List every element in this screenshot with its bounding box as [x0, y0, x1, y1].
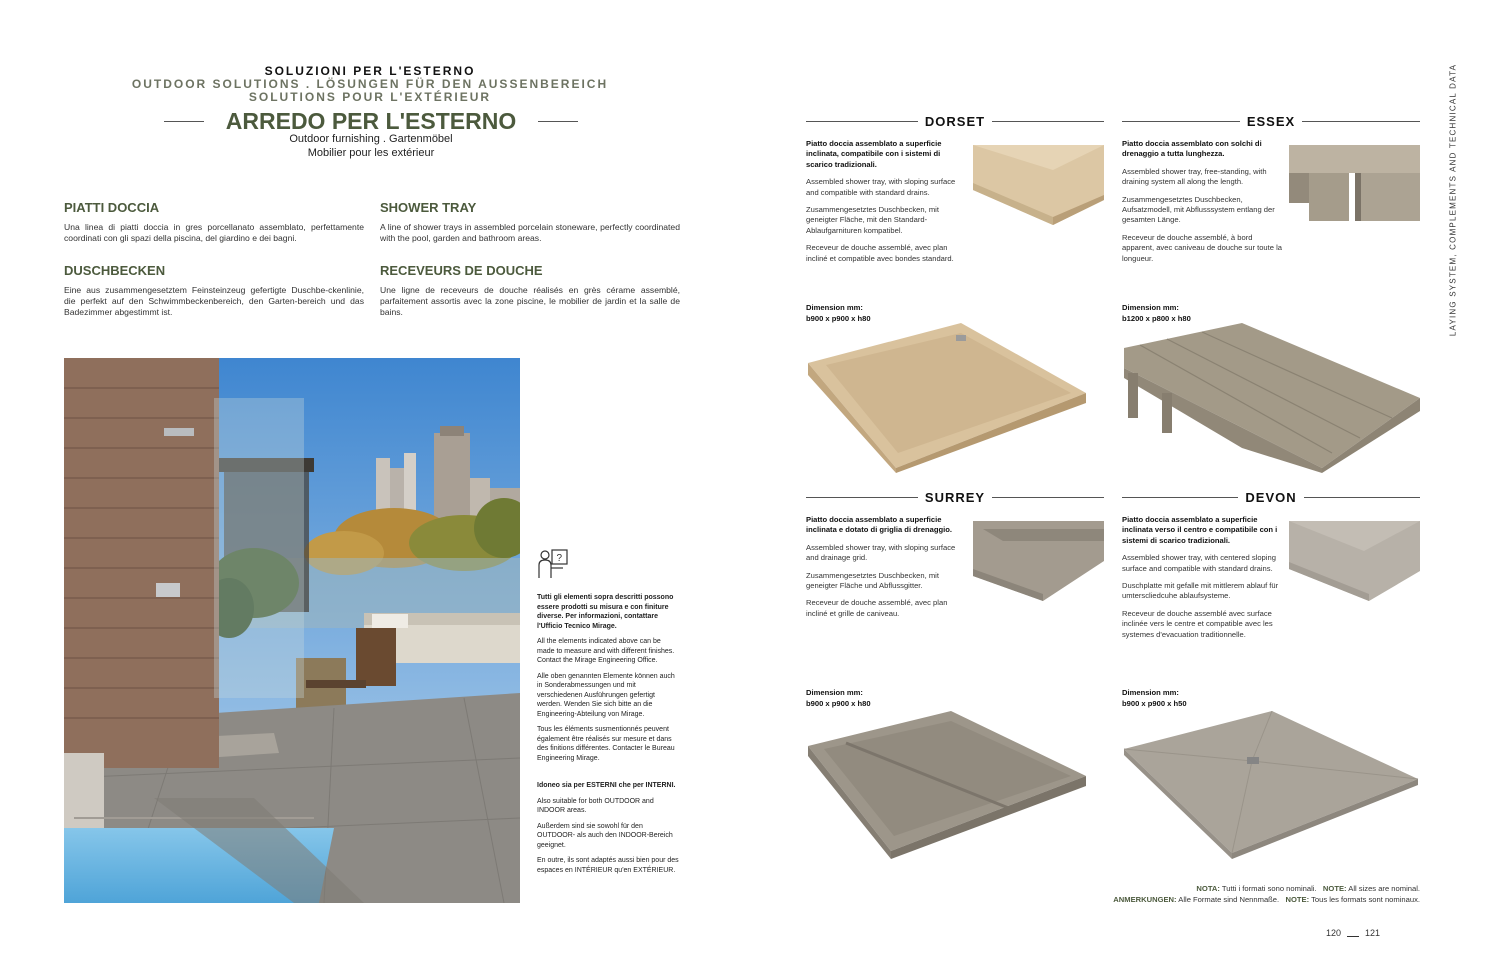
use-note-de: Außerdem sind sie sowohl für den OUTDOOR- als auch den INDOOR-Bereich geeignet.	[537, 822, 673, 849]
text-piatti-doccia: Una linea di piatti doccia in gres porcellanato assemblato, perfettamente coordinati con gli spazi della piscina, del giardino e dei bagni.	[64, 222, 364, 243]
desc-de: Zusammengesetztes Duschbecken, mit geneigter Fläche, mit den Standard-Ablaufgarnituren kompatibel.	[806, 205, 939, 235]
product-name: SURREY	[924, 489, 986, 505]
desc-it: Piatto doccia assemblato con solchi di drenaggio a tutta lunghezza.	[1122, 139, 1262, 159]
title-rule-right	[538, 121, 578, 122]
footer-note-line-1	[1196, 884, 1420, 893]
product-name: DEVON	[1245, 489, 1297, 505]
product-title-bar	[1122, 489, 1420, 505]
header-line-it: SOLUZIONI PER L'ESTERNO	[264, 64, 476, 78]
dimension-label: Dimension mm:	[806, 303, 863, 312]
text-duschbecken: Eine aus zusammengesetztem Feinsteinzeug gefertigte Duschbe-ckenlinie, die perfekt auf den Schwimmbeckenbereich, den Garten-bereich und das Badezimmer abgestimmt ist.	[64, 285, 364, 317]
page-number-separator	[1347, 936, 1359, 937]
use-note-en: Also suitable for both OUTDOOR and INDOOR areas.	[537, 797, 654, 814]
dimension-value: b1200 x p800 x h80	[1122, 314, 1191, 323]
page-subtitle-2: Mobilier pour les extérieur	[307, 147, 435, 159]
desc-en: Assembled shower tray, with sloping surface and compatible with standard drains.	[806, 177, 956, 197]
surrey-tray-render	[806, 711, 1091, 861]
dimension-label: Dimension mm:	[1122, 688, 1179, 697]
desc-fr: Receveur de douche assemblé, avec plan incliné et compatible avec bondes standard.	[806, 243, 954, 263]
side-section-label: LAYING SYSTEM, COMPLEMENTS AND TECHNICAL DATA	[1448, 63, 1458, 337]
page-number-left: 120	[1326, 928, 1342, 938]
outdoor-shower-photo	[64, 358, 520, 903]
text-shower-tray: A line of shower trays in assembled porcelain stoneware, perfectly coordinated with the pool, garden and bathroom areas.	[380, 222, 680, 243]
desc-it: Piatto doccia assemblato a superficie inclinata, compatibile con i sistemi di scarico tradizionali.	[806, 139, 942, 169]
note-fr-label: NOTE:	[1285, 895, 1310, 904]
header-line-fr: SOLUTIONS POUR L'EXTÉRIEUR	[248, 90, 492, 104]
product-name: ESSEX	[1246, 113, 1296, 129]
dimension-value: b900 x p900 x h80	[806, 314, 871, 323]
dorset-tray-render	[806, 323, 1091, 473]
product-name: DORSET	[924, 113, 986, 129]
desc-fr: Receveur de douche assemblé avec surface inclinée vers le centre et compatible avec les systemes d'evacuation traditionnelle.	[1122, 608, 1273, 639]
header-line-en-de: OUTDOOR SOLUTIONS . LÖSUNGEN FÜR DEN AUSSENBEREICH	[131, 77, 609, 91]
product-card-dorset	[806, 113, 1104, 473]
heading-shower-tray: SHOWER TRAY	[380, 200, 477, 215]
product-title-bar	[1122, 113, 1420, 129]
note-it: Tutti gli elementi sopra descritti possono essere prodotti su misura e con finiture diverse. Per informazioni, contattare l'Ufficio Tecnico Mirage.	[537, 594, 674, 630]
footer-note-line-2	[1113, 895, 1420, 904]
note-text: All sizes are nominal.	[1348, 884, 1420, 893]
desc-de: Zusammengesetztes Duschbecken, Aufsatzmodell, mit Abflusssystem entlang der gesamten Länge.	[1122, 194, 1275, 225]
product-card-surrey	[806, 489, 1104, 869]
product-title-bar	[806, 113, 1104, 129]
product-card-essex	[1122, 113, 1420, 473]
desc-it: Piatto doccia assemblato a superficie inclinata e dotato di griglia di drenaggio.	[806, 515, 952, 535]
dimension-value: b900 x p900 x h50	[1122, 699, 1187, 708]
heading-duschbecken: DUSCHBECKEN	[64, 263, 166, 278]
desc-fr: Receveur de douche assemblé, avec plan incliné et grille de caniveau.	[806, 598, 948, 618]
dimension-label: Dimension mm:	[1122, 303, 1179, 312]
note-label: NOTE:	[1322, 884, 1347, 893]
dorset-edge-detail	[973, 145, 1104, 225]
product-description	[806, 139, 968, 271]
heading-piatti-doccia: PIATTI DOCCIA	[64, 200, 160, 215]
consultation-icon	[537, 548, 569, 582]
nota-label: NOTA:	[1196, 884, 1220, 893]
desc-en: Assembled shower tray, with centered sloping surface and compatible with standard drains.	[1122, 553, 1276, 573]
note-fr: Tous les éléments susmentionnés peuvent également être réalisés sur mesure et dans des finitions différentes. Contacter le Bureau Engineering Mirage.	[537, 726, 675, 762]
dimension-value: b900 x p900 x h80	[806, 699, 871, 708]
product-card-devon	[1122, 489, 1420, 869]
note-de: Alle oben genannten Elemente können auch in Sonderabmessungen und mit verschiedenen Ausführungen gefertigt werden. Wenden Sie sich bitte an die Engineering-Abteilung von Mirage.	[537, 672, 675, 718]
essex-tray-render	[1122, 323, 1420, 473]
title-rule-left	[164, 121, 204, 122]
desc-it: Piatto doccia assemblato a superficie inclinata verso il centro e compatibile con i sistemi di scarico tradizionali.	[1122, 515, 1278, 545]
use-note-it: Idoneo sia per ESTERNI che per INTERNI.	[537, 782, 676, 789]
product-description	[1122, 515, 1284, 647]
page-subtitle-1: Outdoor furnishing . Gartenmöbel	[289, 133, 453, 145]
devon-edge-detail	[1289, 521, 1420, 601]
svg-text:?: ?	[556, 553, 563, 564]
page-number-right: 121	[1365, 928, 1381, 938]
desc-de: Duschplatte mit gefalle mit mittlerem ablauf für umterscliedcuhe ablaufsysteme.	[1122, 581, 1279, 601]
note-fr-text: Tous les formats sont nominaux.	[1311, 895, 1420, 904]
page-numbers	[1326, 928, 1380, 938]
desc-de: Zusammengesetztes Duschbecken, mit geneigter Fläche und Abflussgitter.	[806, 570, 939, 591]
terrace-illustration	[64, 358, 520, 903]
essex-edge-detail	[1289, 145, 1420, 221]
surrey-edge-detail	[973, 521, 1104, 601]
notes-column	[537, 548, 679, 881]
anmerkungen-label: ANMERKUNGEN:	[1113, 895, 1177, 904]
page-title: ARREDO PER L'ESTERNO	[225, 107, 517, 134]
devon-tray-render	[1122, 711, 1420, 861]
page-title-block	[164, 106, 578, 136]
desc-en: Assembled shower tray, free-standing, with draining system all along the length.	[1122, 166, 1267, 187]
heading-receveurs: RECEVEURS DE DOUCHE	[380, 263, 543, 278]
product-description	[1122, 139, 1284, 271]
anmerkungen-text: Alle Formate sind Nennmaße.	[1178, 895, 1280, 904]
desc-en: Assembled shower tray, with sloping surface and drainage grid.	[806, 542, 956, 563]
note-en: All the elements indicated above can be made to measure and with different finishes. Contact the Mirage Engineering Office.	[537, 638, 675, 664]
product-description	[806, 515, 968, 626]
use-note-fr: En outre, ils sont adaptés aussi bien pour des espaces en INTÉRIEUR qu'en EXTÉRIEUR.	[537, 857, 679, 874]
nota-text: Tutti i formati sono nominali.	[1221, 884, 1317, 893]
desc-fr: Receveur de douche assemblé, à bord apparent, avec caniveau de douche sur toute la longueur.	[1122, 232, 1283, 263]
product-title-bar	[806, 489, 1104, 505]
dimension-label: Dimension mm:	[806, 688, 863, 697]
text-receveurs: Une ligne de receveurs de douche réalisés en grès cérame assemblé, parfaitement assortis avec la zone piscine, le mobilier de jardin et la salle de bains.	[380, 285, 680, 317]
